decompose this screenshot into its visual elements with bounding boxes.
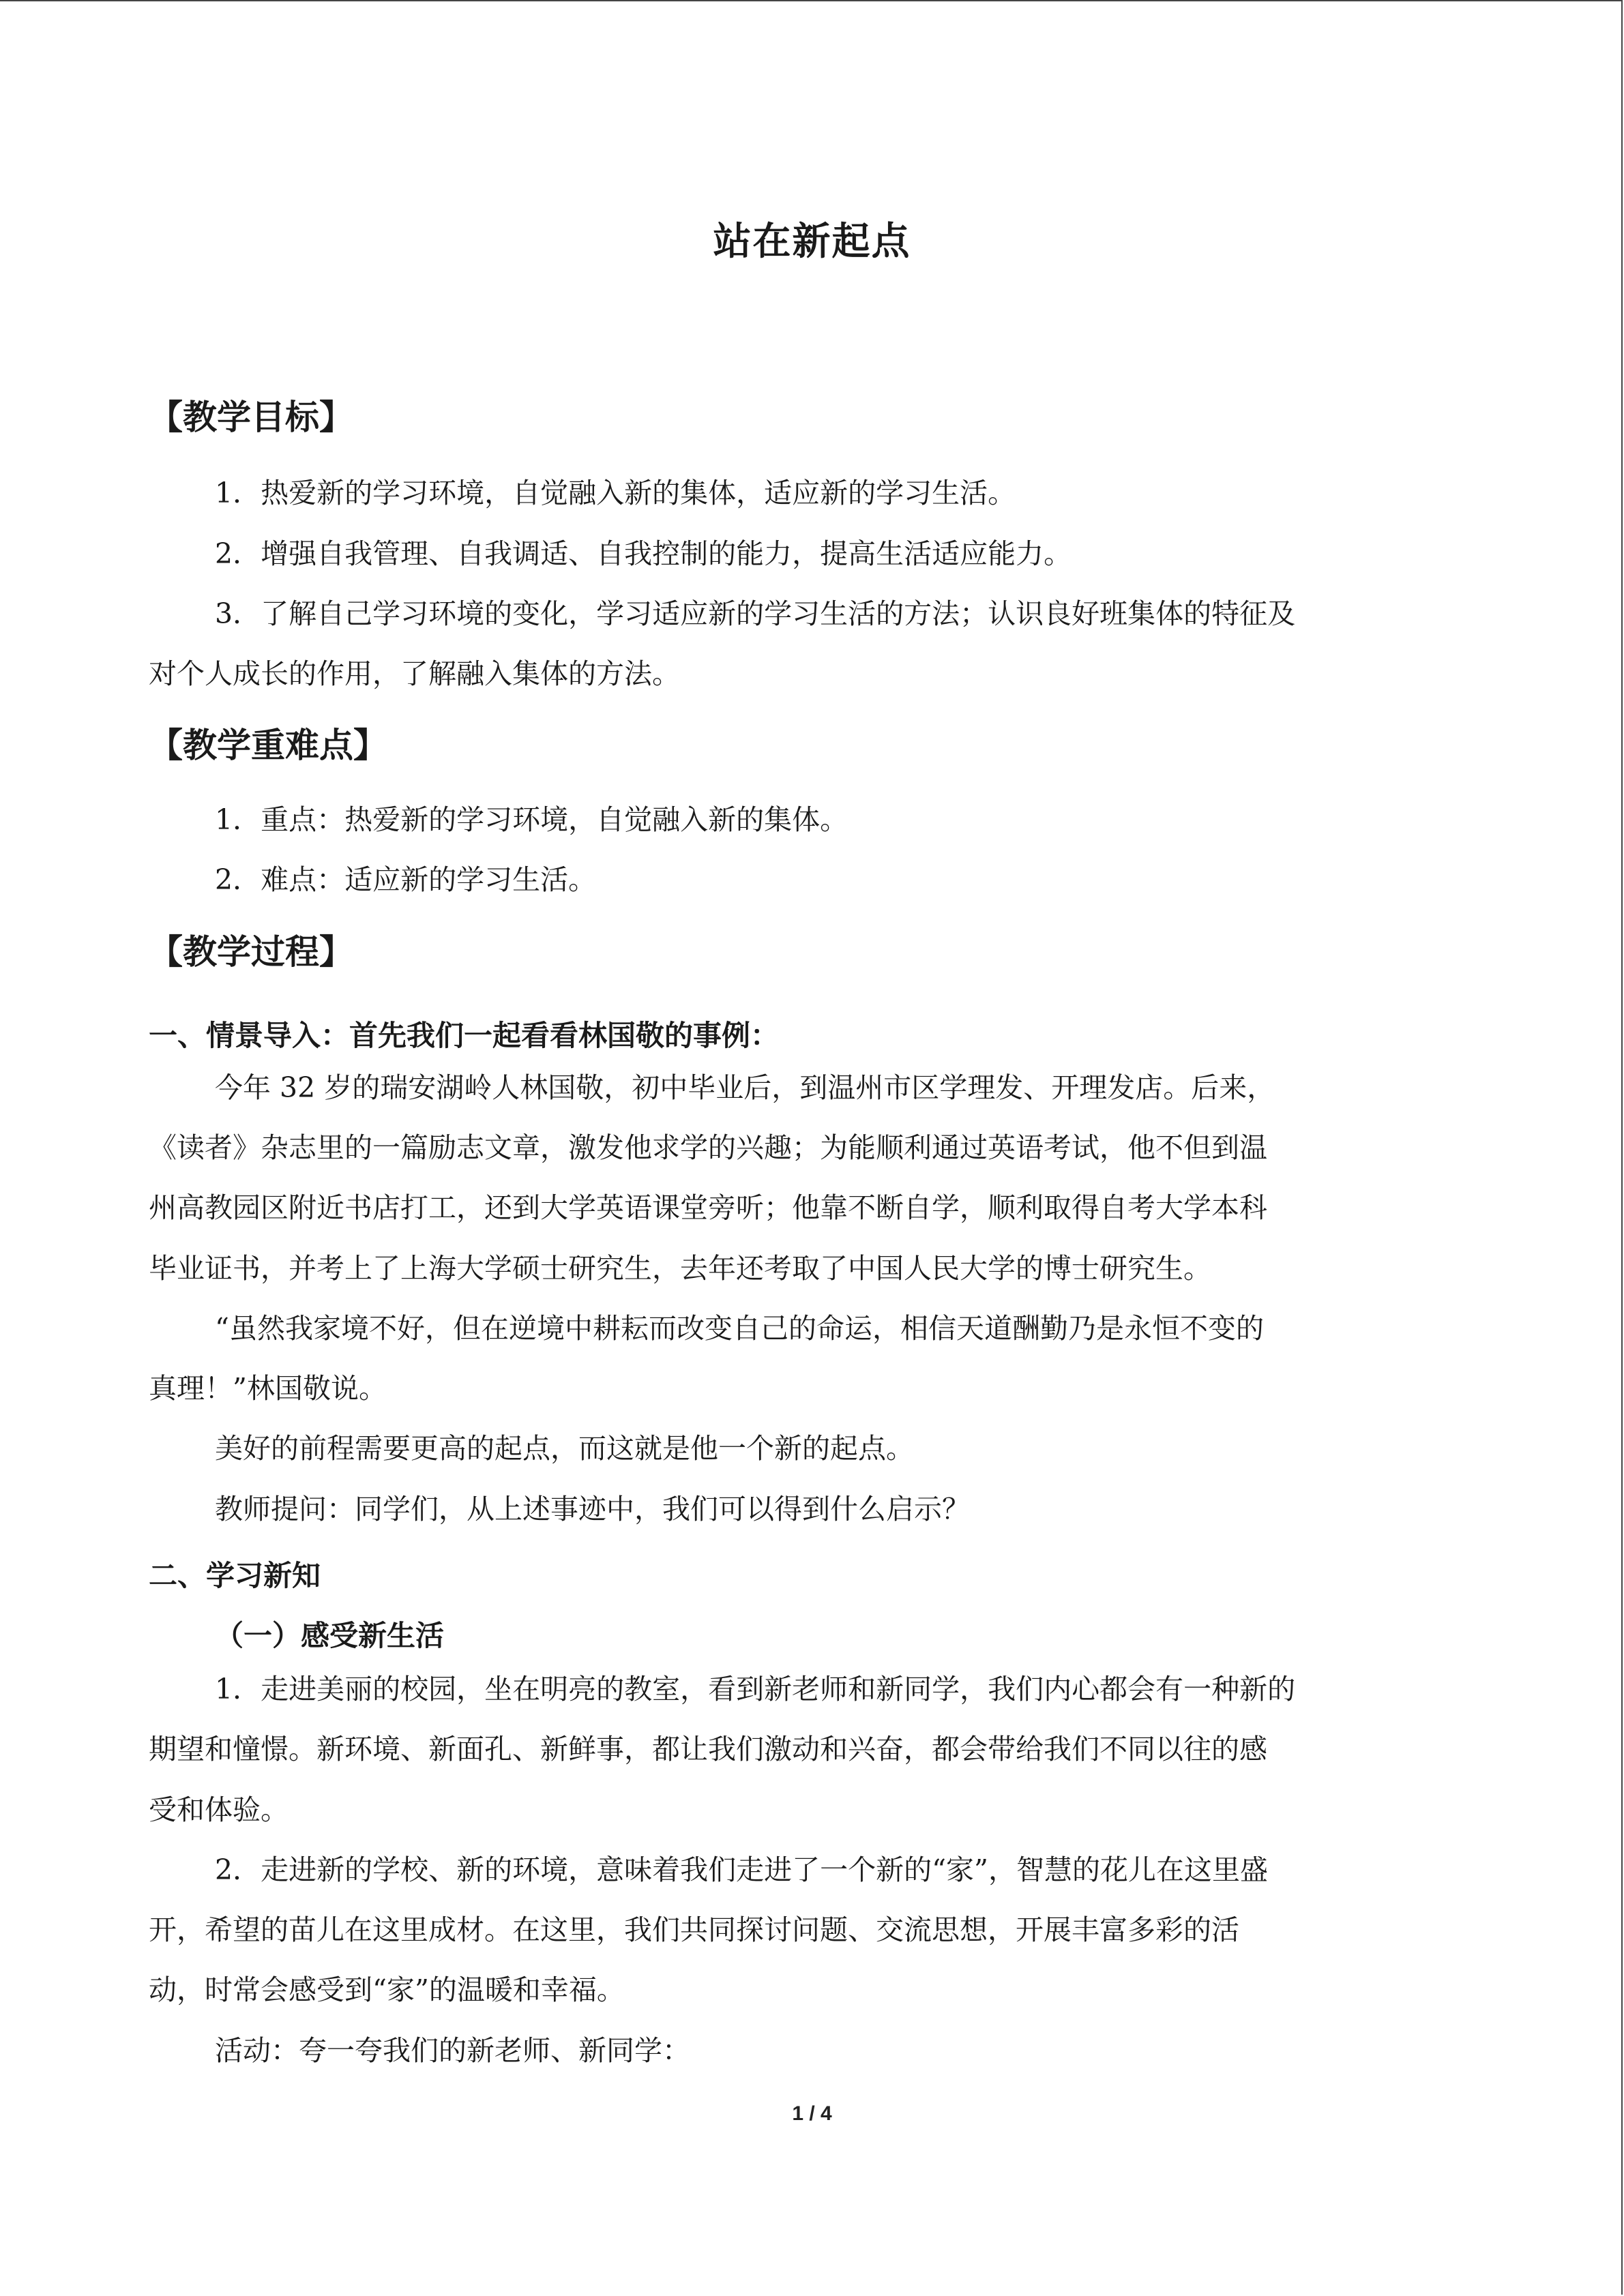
part1-line-3: 州高教园区附近书店打工，还到大学英语课堂旁听；他靠不断自学，顺利取得自考大学本科 <box>149 1191 1267 1224</box>
goal-item-2: 2．增强自我管理、自我调适、自我控制的能力，提高生活适应能力。 <box>215 537 1072 570</box>
key-point-item-1: 1．重点：热爱新的学习环境，自觉融入新的集体。 <box>215 803 848 836</box>
part1-line-2: 《读者》杂志里的一篇励志文章，激发他求学的兴趣；为能顺利通过英语考试，他不但到温 <box>149 1131 1267 1164</box>
goal-item-3-cont: 对个人成长的作用，了解融入集体的方法。 <box>149 657 680 690</box>
part2-line-1: 1．走进美丽的校园，坐在明亮的教室，看到新老师和新同学，我们内心都会有一种新的 <box>215 1673 1296 1705</box>
goals-heading: 【教学目标】 <box>149 397 353 437</box>
part2-line-3: 受和体验。 <box>149 1793 289 1826</box>
process-heading: 【教学过程】 <box>149 931 353 972</box>
key-points-heading: 【教学重难点】 <box>149 725 387 765</box>
part2-line-2: 期望和憧憬。新环境、新面孔、新鲜事，都让我们激动和兴奋，都会带给我们不同以往的感 <box>149 1733 1267 1765</box>
part1-line-5: “虽然我家境不好，但在逆境中耕耘而改变自己的命运，相信天道酬勤乃是永恒不变的 <box>215 1312 1264 1345</box>
part2-heading: 二、学习新知 <box>149 1559 321 1592</box>
part2-line-6: 动，时常会感受到“家”的温暖和幸福。 <box>149 1973 625 2006</box>
part2-subheading: （一）感受新生活 <box>215 1619 445 1652</box>
page-number: 1 / 4 <box>792 2102 832 2125</box>
part1-line-6: 真理！”林国敬说。 <box>149 1372 387 1405</box>
part2-line-4: 2．走进新的学校、新的环境，意味着我们走进了一个新的“家”，智慧的花儿在这里盛 <box>215 1853 1269 1886</box>
part1-line-1: 今年 32 岁的瑞安湖岭人林国敬，初中毕业后，到温州市区学理发、开理发店。后来， <box>215 1071 1275 1104</box>
part1-line-8: 教师提问：同学们，从上述事迹中，我们可以得到什么启示？ <box>215 1493 970 1525</box>
part1-line-4: 毕业证书，并考上了上海大学硕士研究生，去年还考取了中国人民大学的博士研究生。 <box>149 1252 1211 1285</box>
goal-item-3: 3．了解自己学习环境的变化，学习适应新的学习生活的方法；认识良好班集体的特征及 <box>215 597 1296 630</box>
goal-item-1: 1．热爱新的学习环境，自觉融入新的集体，适应新的学习生活。 <box>215 477 1016 509</box>
part2-line-5: 开，希望的苗儿在这里成材。在这里，我们共同探讨问题、交流思想，开展丰富多彩的活 <box>149 1913 1239 1946</box>
key-point-item-2: 2．难点：适应新的学习生活。 <box>215 863 597 896</box>
part2-line-7: 活动：夸一夸我们的新老师、新同学： <box>215 2034 690 2067</box>
part1-heading: 一、情景导入：首先我们一起看看林国敬的事例： <box>149 1019 780 1052</box>
part1-line-7: 美好的前程需要更高的起点，而这就是他一个新的起点。 <box>215 1432 914 1465</box>
document-title: 站在新起点 <box>713 219 911 264</box>
